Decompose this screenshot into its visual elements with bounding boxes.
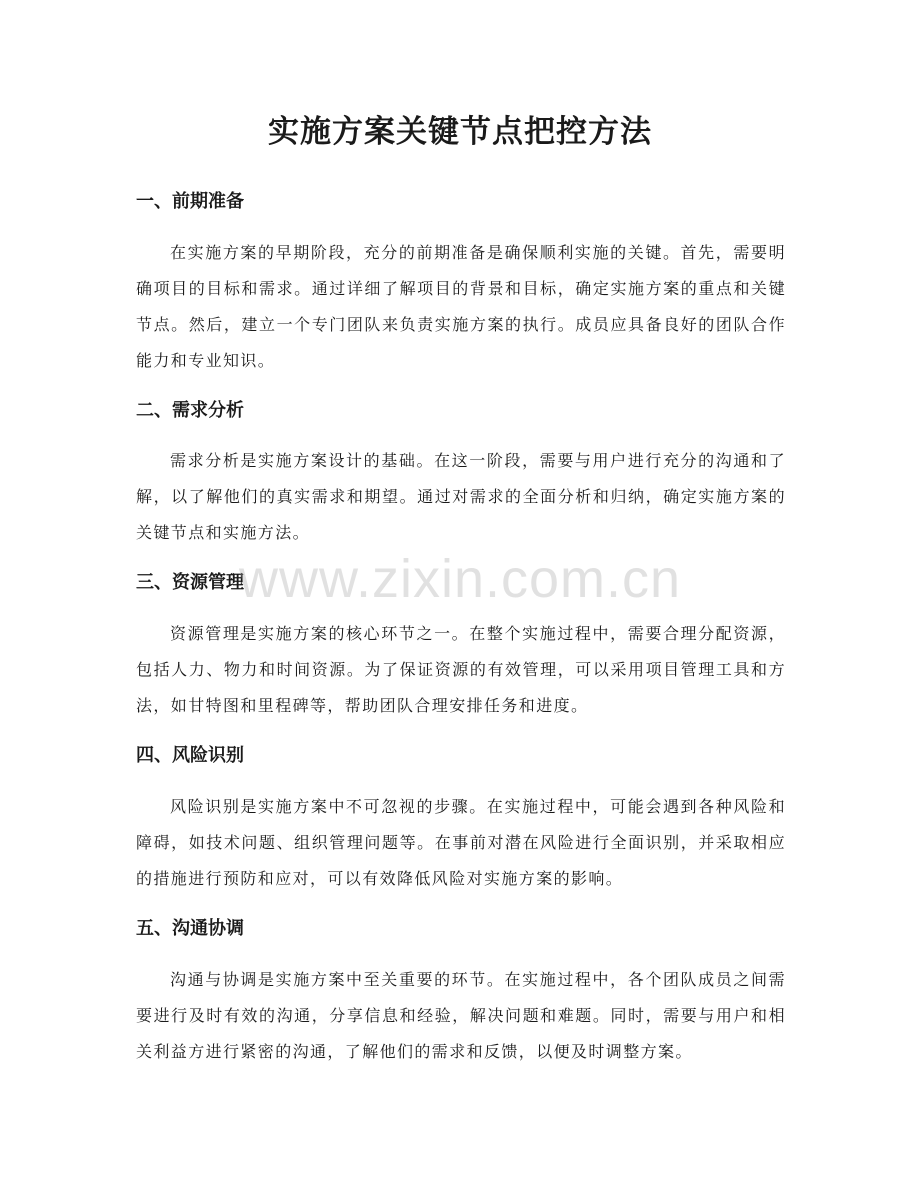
section-body-2: 需求分析是实施方案设计的基础。在这一阶段，需要与用户进行充分的沟通和了解，以了解他们的真实需求和期望。通过对需求的全面分析和归纳，确定实施方案的关键节点和实施方法。 xyxy=(136,451,786,542)
section-heading-1: 一、前期准备 xyxy=(136,191,244,212)
section-heading-3: 三、资源管理 xyxy=(136,572,244,593)
section-heading-5: 五、沟通协调 xyxy=(136,918,244,939)
section-body-4: 风险识别是实施方案中不可忽视的步骤。在实施过程中，可能会遇到各种风险和障碍，如技术问题、组织管理问题等。在事前对潜在风险进行全面识别，并采取相应的措施进行预防和应对，可以有效降低风险对实施方案的影响。 xyxy=(136,797,786,888)
section-body-3: 资源管理是实施方案的核心环节之一。在整个实施过程中，需要合理分配资源，包括人力、物力和时间资源。为了保证资源的有效管理，可以采用项目管理工具和方法，如甘特图和里程碑等，帮助团队合理安排任务和进度。 xyxy=(136,624,786,715)
section-body-5: 沟通与协调是实施方案中至关重要的环节。在实施过程中，各个团队成员之间需要进行及时有效的沟通，分享信息和经验，解决问题和难题。同时，需要与用户和相关利益方进行紧密的沟通，了解他们的需求和反馈，以便及时调整方案。 xyxy=(136,970,786,1061)
section-heading-4: 四、风险识别 xyxy=(136,745,244,766)
watermark: www.zixin.com.cn xyxy=(238,549,682,609)
section-heading-2: 二、需求分析 xyxy=(136,400,244,421)
page-title: 实施方案关键节点把控方法 xyxy=(268,114,652,150)
section-body-1: 在实施方案的早期阶段，充分的前期准备是确保顺利实施的关键。首先，需要明确项目的目标和需求。通过详细了解项目的背景和目标，确定实施方案的重点和关键节点。然后，建立一个专门团队来负责实施方案的执行。成员应具备良好的团队合作能力和专业知识。 xyxy=(136,243,786,370)
